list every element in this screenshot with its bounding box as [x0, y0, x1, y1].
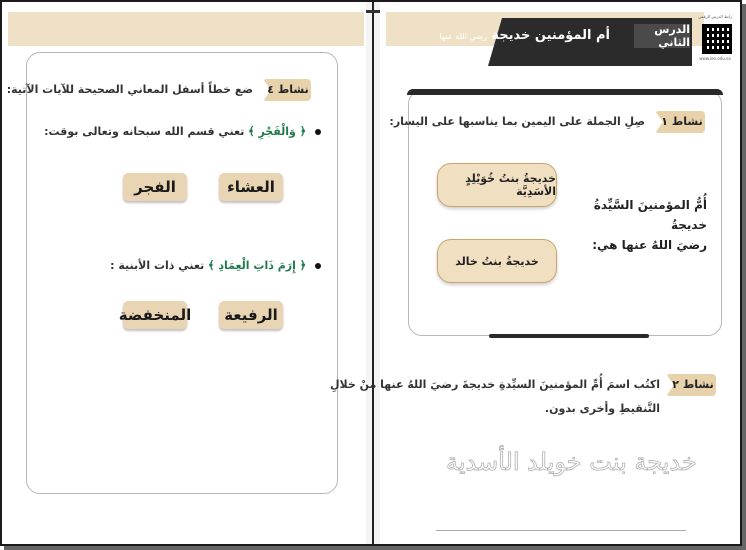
statement-line1: أُمُّ المؤمنينَ السَّيِّدةُ خديجةُ: [593, 198, 707, 232]
q1-line: [44, 125, 321, 138]
match-option-khalid[interactable]: خديجةُ بنتُ خالد: [437, 239, 557, 283]
top-band: [8, 12, 364, 46]
frame-shadow-right: [742, 4, 746, 550]
q1-option-fajr[interactable]: الفجر: [123, 173, 187, 201]
lesson-number-tag: الدرس الثاني: [634, 24, 690, 48]
activity4-panel: [6, 52, 338, 494]
q1-option-isha[interactable]: العشاء: [219, 173, 283, 201]
statement-line2: رضيَ اللهُ عنها هي:: [592, 238, 707, 252]
panel-top-bar: [407, 89, 723, 95]
writing-line[interactable]: [436, 530, 686, 531]
q1-text: تعني قسم الله سبحانه وتعالى بوقت:: [44, 125, 245, 138]
left-page: [2, 2, 366, 544]
activity1-instruction: صِلِ الجملة على اليمين بما يناسبها على اليسار:: [389, 115, 645, 128]
activity4-instruction: ضع خطاً أسفل المعاني الصحيحة للآيات الآتية:: [6, 83, 253, 96]
q1-verse: ﴿ وَالْفَجْرِ ﴾: [248, 125, 307, 138]
lesson-title-main: أم المؤمنين خديجة: [491, 28, 610, 43]
activity2-label: نشاط ٢: [672, 378, 714, 391]
page-divider: [372, 2, 374, 544]
q2-option-rafia[interactable]: الرفيعة: [219, 301, 283, 329]
activity1-panel: [389, 90, 722, 336]
bullet-icon: [315, 263, 321, 269]
q2-line: [110, 259, 321, 272]
traced-name-guide[interactable]: خديجة بنت خويلد الأسدية: [446, 448, 697, 476]
right-page: [329, 2, 740, 544]
qr-code-icon[interactable]: [702, 24, 732, 54]
lesson-title-suffix: رضي الله عنها: [439, 32, 487, 41]
q2-text: تعني ذات الأبنية :: [110, 259, 205, 272]
q2-verse: ﴿ إِرَمَ ذَاتِ الْعِمَادِ ﴾: [208, 259, 307, 272]
q2-option-munkhafida[interactable]: المنخفضة: [123, 301, 187, 329]
lesson-title: [439, 28, 610, 43]
activity2-instruction-line2: التَّنقيطِ وأخرى بدون.: [544, 402, 660, 415]
bullet-icon: [315, 129, 321, 135]
activity4-label: نشاط ٤: [267, 83, 309, 96]
panel-bottom-bar: [489, 334, 649, 338]
qr-caption-top: رابط الدرس الرقمي: [698, 14, 732, 19]
activity1-label: نشاط ١: [661, 115, 703, 128]
match-statement[interactable]: [557, 195, 707, 255]
frame-shadow-bottom: [4, 546, 746, 550]
activity2-instruction-line1: اكتُب اسمَ أُمِّ المؤمنينَ السيِّدةِ خديجةَ رضيَ اللهُ عنها منْ خلالِ: [329, 378, 660, 391]
qr-caption-bottom: www.ien.edu.sa: [699, 56, 731, 61]
match-option-khuwaylid[interactable]: خديجةُ بنتُ خُوَيْلِدٍ الأسَدِيَّة: [437, 163, 557, 207]
